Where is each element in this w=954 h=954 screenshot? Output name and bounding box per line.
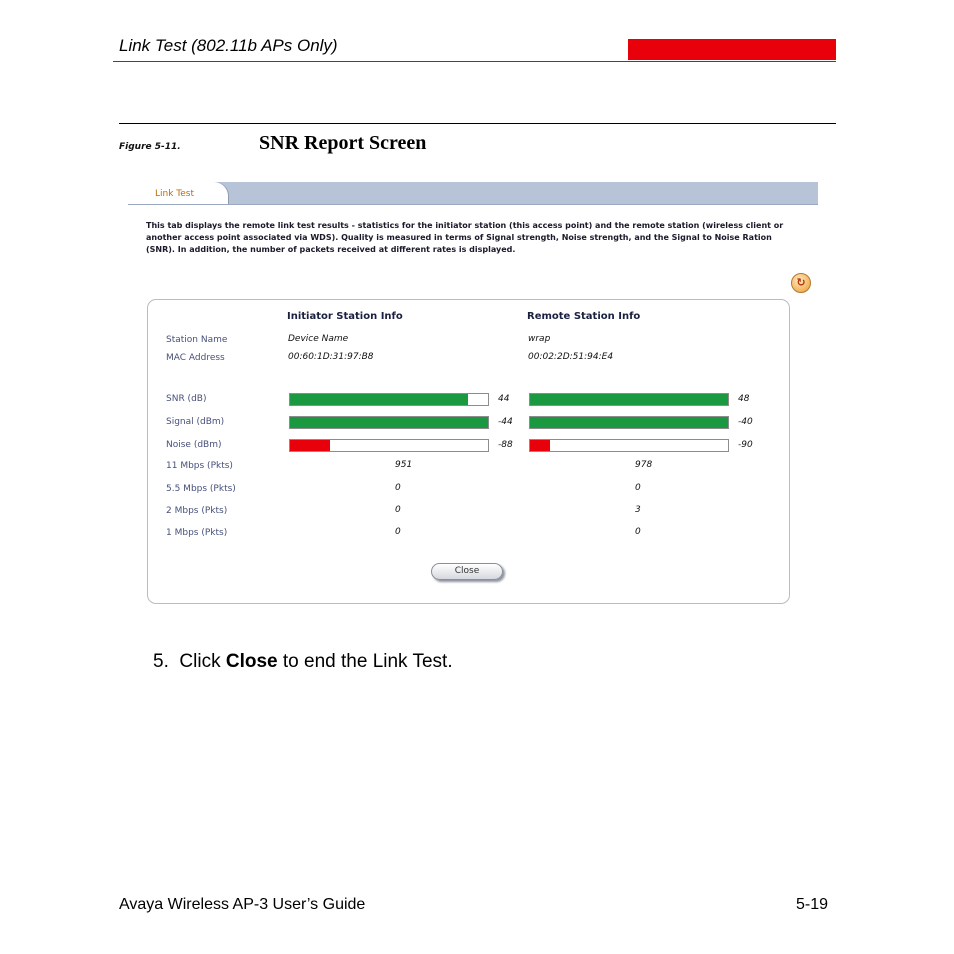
remote-snr-bar [529, 393, 729, 406]
tab-strip [128, 182, 818, 205]
initiator-rate-packets: 0 [395, 483, 401, 493]
remote-metric-value: -40 [738, 417, 753, 427]
remote-bar-fill [530, 417, 728, 428]
remote-mac-address: 00:02:2D:51:94:E4 [528, 352, 614, 362]
header-rule [113, 61, 836, 62]
rate-label: 11 Mbps (Pkts) [166, 461, 233, 471]
close-button[interactable]: Close [431, 563, 503, 580]
metric-label: Signal (dBm) [166, 417, 225, 427]
initiator-rate-packets: 0 [395, 527, 401, 537]
remote-rate-packets: 978 [635, 460, 653, 470]
remote-bar-fill [530, 440, 550, 451]
rate-label: 5.5 Mbps (Pkts) [166, 484, 236, 494]
initiator-metric-value: -88 [498, 440, 513, 450]
initiator-signal-bar [289, 416, 489, 429]
initiator-station-name: Device Name [288, 334, 349, 344]
figure-title: SNR Report Screen [259, 132, 427, 154]
remote-bar-fill [530, 394, 728, 405]
initiator-metric-value: -44 [498, 417, 513, 427]
remote-metric-value: -90 [738, 440, 753, 450]
link-test-results-panel [147, 299, 790, 604]
remote-signal-bar [529, 416, 729, 429]
step-bold: Close [225, 651, 278, 672]
initiator-snr-bar [289, 393, 489, 406]
tab-description: This tab displays the remote link test results - statistics for the initiator station (this access point) and the remote station (wireless client or another access point associated via WDS). Quality is measured in terms of Signal strength, Noise strength, and the Signal to Noise Ration (SNR). In addition, the number of packets received at different rates is displayed. [146, 221, 784, 254]
footer-guide-title: Avaya Wireless AP-3 User’s Guide [119, 896, 366, 913]
mac-address-label: MAC Address [166, 353, 225, 363]
page-header-title: Link Test (802.11b APs Only) [119, 36, 338, 55]
initiator-mac-address: 00:60:1D:31:97:B8 [288, 352, 374, 362]
remote-noise-bar [529, 439, 729, 452]
metric-label: SNR (dB) [166, 394, 207, 404]
step-instruction [153, 651, 453, 673]
rate-label: 2 Mbps (Pkts) [166, 506, 228, 516]
step-number: 5. [153, 651, 169, 672]
snr-report-screen [128, 182, 818, 608]
figure-number: Figure 5-11. [119, 142, 181, 152]
remote-column-header: Remote Station Info [527, 311, 641, 322]
initiator-bar-fill [290, 417, 488, 428]
remote-rate-packets: 0 [635, 527, 641, 537]
initiator-metric-value: 44 [498, 394, 510, 404]
step-suffix: to end the Link Test. [277, 651, 453, 672]
metric-label: Noise (dBm) [166, 440, 222, 450]
rate-label: 1 Mbps (Pkts) [166, 528, 228, 538]
initiator-bar-fill [290, 440, 330, 451]
figure-caption [119, 132, 426, 155]
remote-station-name: wrap [528, 334, 551, 344]
remote-metric-value: 48 [738, 394, 750, 404]
refresh-icon[interactable]: ↻ [791, 273, 811, 293]
initiator-column-header: Initiator Station Info [287, 311, 403, 322]
initiator-rate-packets: 0 [395, 505, 401, 515]
station-name-label: Station Name [166, 335, 228, 345]
header-red-bar [628, 39, 836, 60]
remote-rate-packets: 0 [635, 483, 641, 493]
footer-page-number: 5-19 [796, 896, 829, 913]
step-prefix: Click [179, 651, 226, 672]
figure-rule [119, 123, 836, 124]
initiator-rate-packets: 951 [395, 460, 413, 470]
initiator-noise-bar [289, 439, 489, 452]
initiator-bar-fill [290, 394, 468, 405]
remote-rate-packets: 3 [635, 505, 641, 515]
tab-link-test[interactable]: Link Test [128, 182, 228, 204]
